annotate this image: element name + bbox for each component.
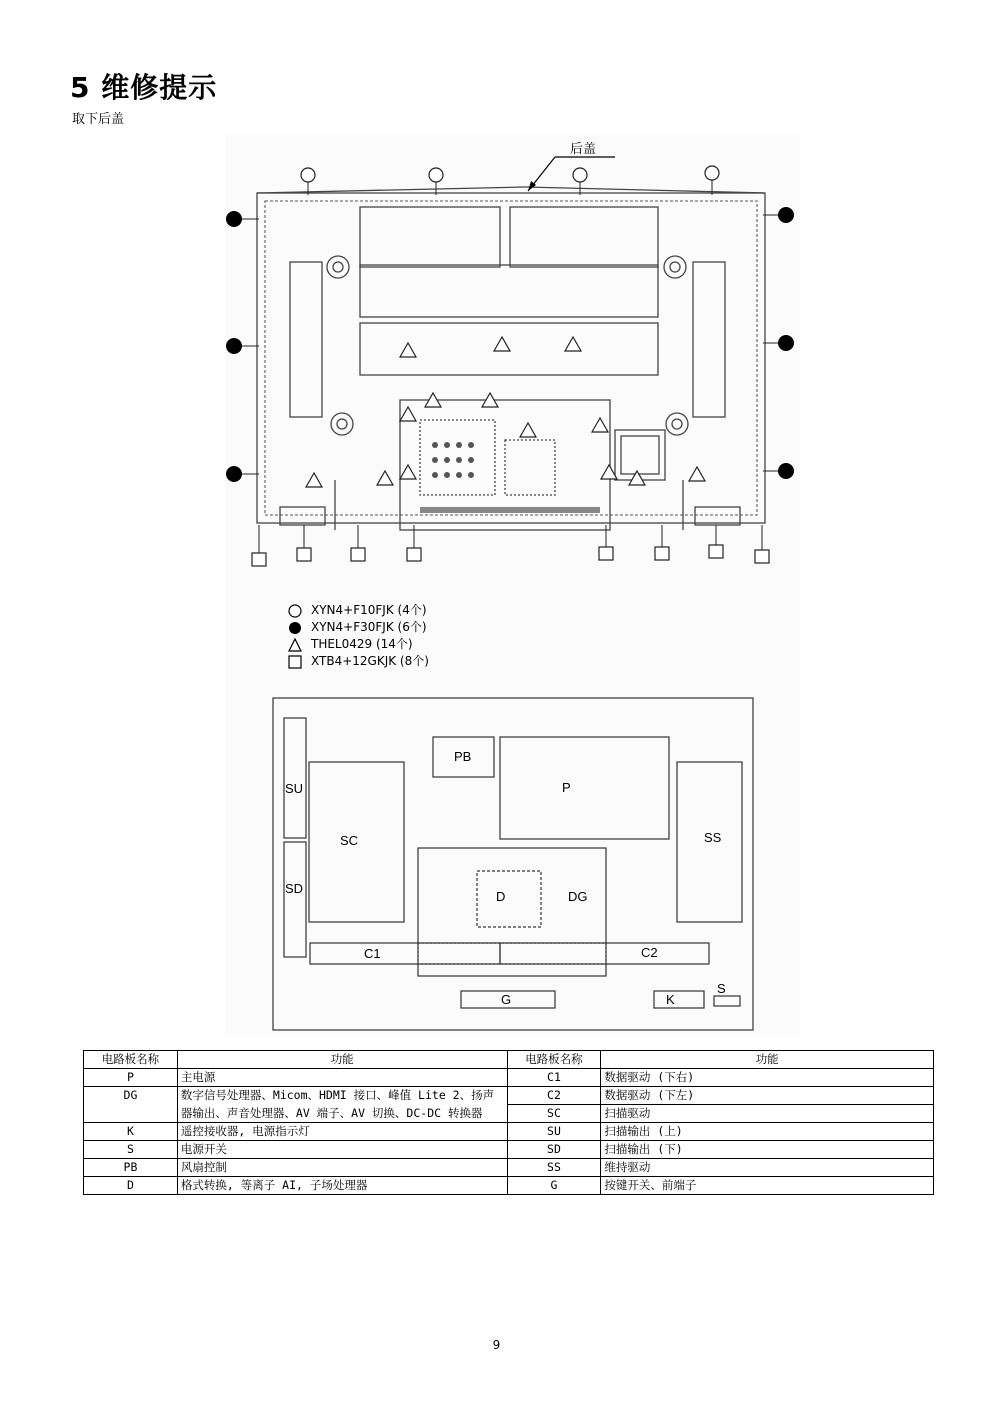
board-name-cell: SD: [507, 1141, 601, 1159]
column-header: 电路板名称: [84, 1051, 178, 1069]
board-sd-label: SD: [285, 881, 304, 896]
board-name-cell: C1: [507, 1069, 601, 1087]
board-name-cell: P: [84, 1069, 178, 1087]
open-circle-screw-marker: [573, 168, 587, 182]
board-name-cell: D: [84, 1177, 178, 1195]
table-header-row: [84, 1051, 934, 1069]
square-screw-marker: [709, 545, 723, 558]
function-cell: 遥控接收器, 电源指示灯: [177, 1123, 507, 1141]
legend-item: [287, 653, 429, 670]
legend-label: THEL0429 (14个): [311, 637, 413, 651]
board-name-cell: S: [84, 1141, 178, 1159]
square-screw-marker: [297, 548, 311, 561]
table-row: [84, 1087, 934, 1105]
square-screw-marker: [351, 548, 365, 561]
legend-label: XTB4+12GKJK (8个): [311, 654, 429, 668]
board-p-label: P: [562, 780, 571, 795]
function-cell: 数字信号处理器、Micom、HDMI 接口、峰值 Lite 2、扬声: [177, 1087, 507, 1105]
filled-circle-screw-marker: [778, 335, 794, 351]
open-circle-icon: [287, 604, 303, 618]
board-function-table: [83, 1050, 934, 1195]
rear-cover-drawing: [225, 135, 800, 1035]
square-screw-marker: [407, 548, 421, 561]
board-c2-label: C2: [641, 945, 658, 960]
board-ss-label: SS: [704, 830, 722, 845]
filled-circle-screw-marker: [226, 466, 242, 482]
board-name-cell: SS: [507, 1159, 601, 1177]
rear-cover-figure: [225, 135, 800, 1035]
filled-circle-screw-marker: [226, 338, 242, 354]
filled-circle-screw-marker: [778, 463, 794, 479]
board-k-label: K: [666, 992, 675, 1007]
board-pb-label: PB: [454, 749, 472, 764]
board-name-cell: C2: [507, 1087, 601, 1105]
function-cell: 电源开关: [177, 1141, 507, 1159]
function-cell: 扫描输出 (下): [601, 1141, 934, 1159]
triangle-icon: [287, 638, 303, 652]
function-cell: 按键开关、前端子: [601, 1177, 934, 1195]
function-cell: 维持驱动: [601, 1159, 934, 1177]
legend-label: XYN4+F30FJK (6个): [311, 620, 427, 634]
table-row: [84, 1177, 934, 1195]
page-number: 9: [492, 1338, 501, 1352]
table-row: [84, 1069, 934, 1087]
table-row: [84, 1105, 934, 1123]
legend-item: [287, 636, 429, 653]
column-header: 功能: [177, 1051, 507, 1069]
board-name-cell: K: [84, 1123, 178, 1141]
section-subtitle: 取下后盖: [72, 112, 125, 127]
board-g-label: G: [501, 992, 512, 1007]
column-header: 电路板名称: [507, 1051, 601, 1069]
function-cell: 器输出、声音处理器、AV 端子、AV 切换、DC-DC 转换器: [177, 1105, 507, 1123]
screw-legend: [287, 602, 429, 670]
function-cell: 数据驱动 (下右): [601, 1069, 934, 1087]
function-cell: 格式转换, 等离子 AI, 子场处理器: [177, 1177, 507, 1195]
table-row: [84, 1159, 934, 1177]
legend-label: XYN4+F10FJK (4个): [311, 603, 427, 617]
square-screw-marker: [655, 547, 669, 560]
table-row: [84, 1141, 934, 1159]
square-screw-marker: [755, 550, 769, 563]
legend-item: [287, 602, 429, 619]
board-su-label: SU: [285, 781, 304, 796]
square-icon: [287, 655, 303, 669]
column-header: 功能: [601, 1051, 934, 1069]
board-name-cell: SC: [507, 1105, 601, 1123]
board-s-label: S: [717, 981, 726, 996]
square-screw-marker: [599, 547, 613, 560]
filled-circle-screw-marker: [778, 207, 794, 223]
rear-cover-callout-label: 后盖: [570, 141, 597, 156]
function-cell: 扫描输出 (上): [601, 1123, 934, 1141]
table-row: [84, 1123, 934, 1141]
board-name-cell: DG: [84, 1087, 178, 1123]
board-sc-label: SC: [340, 833, 359, 848]
function-cell: 扫描驱动: [601, 1105, 934, 1123]
function-cell: 风扇控制: [177, 1159, 507, 1177]
board-name-cell: G: [507, 1177, 601, 1195]
filled-circle-screw-marker: [226, 211, 242, 227]
function-cell: 主电源: [177, 1069, 507, 1087]
open-circle-screw-marker: [301, 168, 315, 182]
board-name-cell: PB: [84, 1159, 178, 1177]
open-circle-screw-marker: [705, 166, 719, 180]
legend-item: [287, 619, 429, 636]
filled-circle-icon: [287, 621, 303, 635]
board-name-cell: SU: [507, 1123, 601, 1141]
square-screw-marker: [252, 553, 266, 566]
page-title: 5 维修提示: [70, 71, 218, 104]
board-c1-label: C1: [364, 946, 381, 961]
function-cell: 数据驱动 (下左): [601, 1087, 934, 1105]
board-dg-label: DG: [568, 889, 588, 904]
board-d-label: D: [496, 889, 506, 904]
open-circle-screw-marker: [429, 168, 443, 182]
